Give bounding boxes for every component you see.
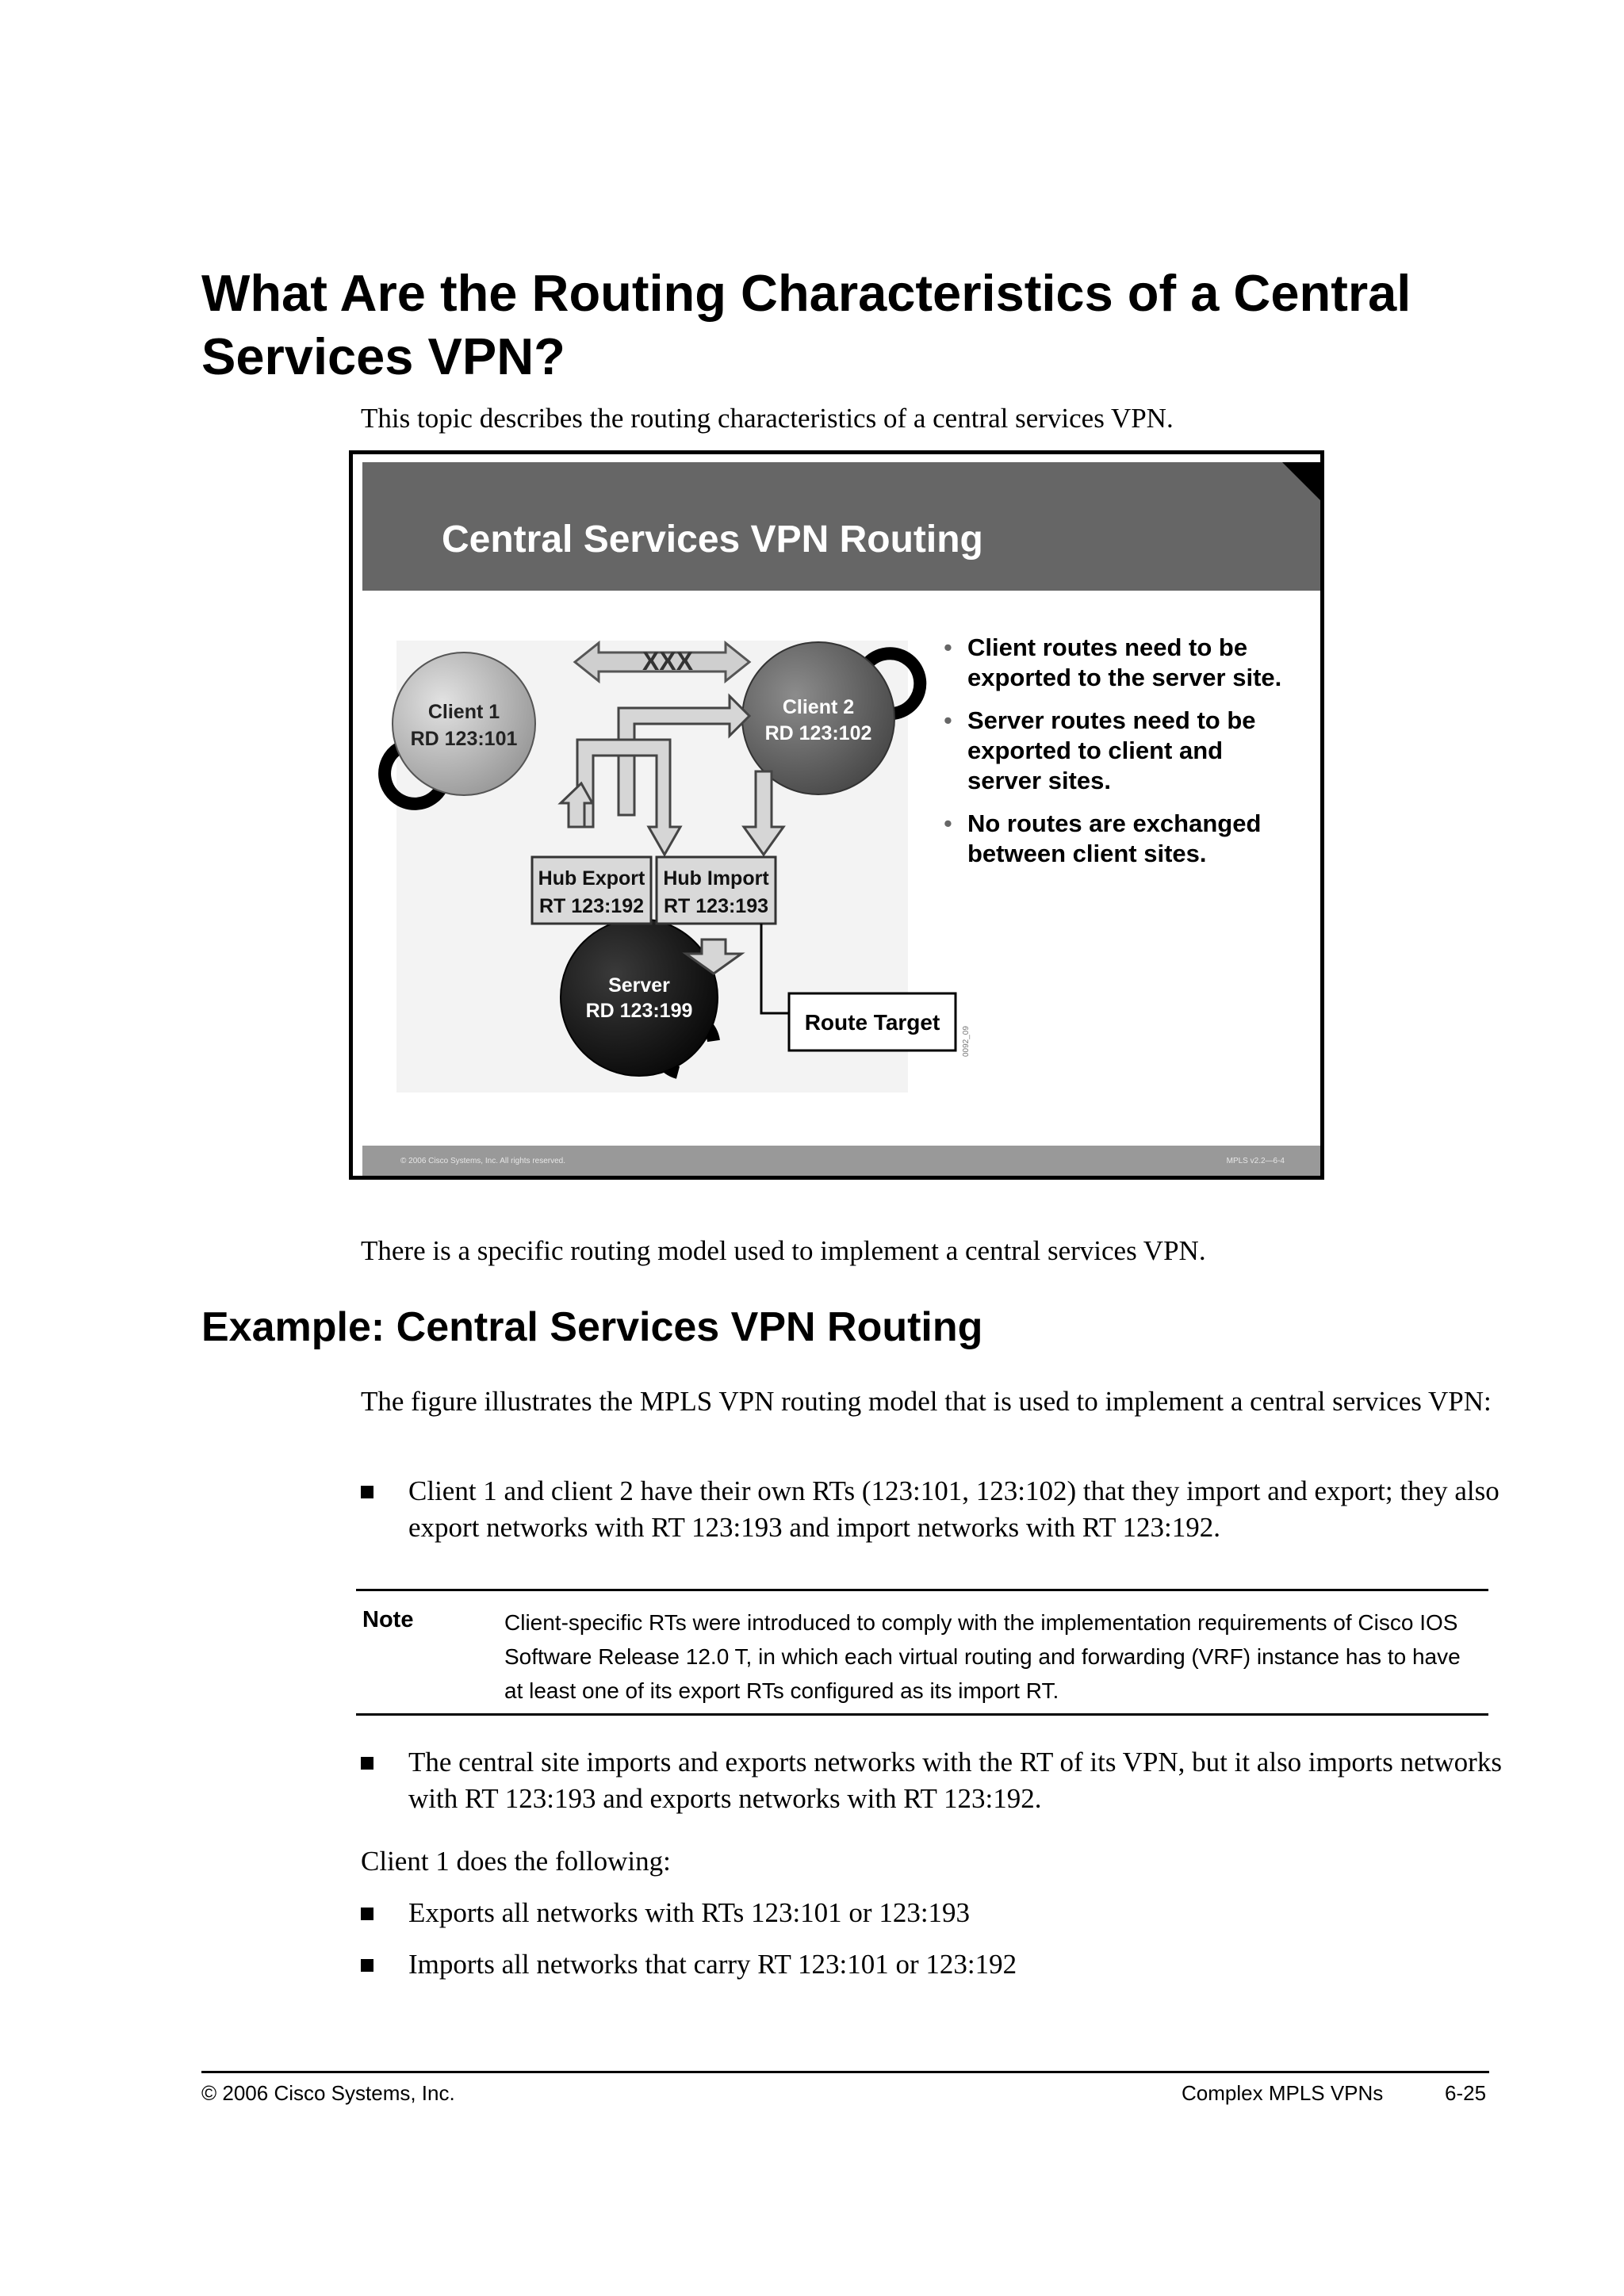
server-name: Server: [608, 974, 670, 997]
list-item: [361, 1744, 1511, 1817]
slide-bullet-list: [944, 633, 1293, 882]
hub-import-name: Hub Import: [663, 867, 769, 890]
footer-copyright: © 2006 Cisco Systems, Inc.: [201, 2081, 455, 2105]
figure-code: 0092_09: [962, 1026, 971, 1057]
slide-figure: [349, 450, 1324, 1180]
list-item: [361, 1473, 1511, 1546]
page-title-line-1: What Are the Routing Characteristics of a Central: [201, 264, 1411, 322]
client1-rd: RD 123:101: [410, 728, 518, 750]
list-item: [361, 1946, 1511, 1983]
client1-name: Client 1: [427, 701, 500, 723]
list-item-text: Imports all networks that carry RT 123:101 or 123:192: [408, 1949, 1017, 1980]
list-item-text: Exports all networks with RTs 123:101 or 123:193: [408, 1897, 971, 1928]
hub-export-rt: RT 123:192: [538, 895, 645, 917]
list-item-text: The central site imports and exports networks with the RT of its VPN, but it also imports networks with RT 123:193 and exports networks with RT 123:192.: [408, 1747, 1502, 1814]
square-bullet-icon: [361, 1959, 373, 1972]
intro-paragraph: This topic describes the routing characteristics of a central services VPN.: [361, 403, 1174, 434]
hub-import-rt: RT 123:193: [663, 895, 769, 917]
section-heading: Example: Central Services VPN Routing: [201, 1304, 983, 1350]
list-item: [361, 1895, 1511, 1931]
server-rd: RD 123:199: [585, 1000, 693, 1022]
blocked-label: XXX: [642, 647, 694, 675]
note-box: [356, 1589, 1488, 1716]
figure-paragraph: The figure illustrates the MPLS VPN routing model that is used to implement a central services VPN:: [361, 1386, 1492, 1417]
note-label: Note: [362, 1607, 414, 1632]
slide-version: MPLS v2.2—6-4: [1226, 1157, 1285, 1165]
slide-footer: [362, 1146, 1320, 1176]
slide-copyright: © 2006 Cisco Systems, Inc. All rights reserved.: [400, 1157, 566, 1165]
square-bullet-icon: [361, 1757, 373, 1770]
route-target-label: Route Target: [804, 1010, 940, 1035]
footer-chapter-title: Complex MPLS VPNs: [1182, 2081, 1384, 2105]
note-text: Client-specific RTs were introduced to comply with the implementation requirements of Cisco IOS Software Release 12.0 T, in which each virtual routing and forwarding (VRF) instance has to have at least one of its export RTs configured as its import RT.: [504, 1610, 1461, 1703]
page-title: [201, 262, 1502, 388]
slide-bullet: • Server routes need to be exported to client and server sites.: [944, 706, 1293, 796]
slide-title: Central Services VPN Routing: [442, 519, 983, 561]
client1-paragraph: Client 1 does the following:: [361, 1846, 671, 1877]
client1-node: [393, 652, 535, 795]
client2-name: Client 2: [782, 696, 855, 718]
footer-divider: [201, 2071, 1489, 2073]
slide-bullet: • Client routes need to be exported to the server site.: [944, 633, 1293, 693]
hub-export-name: Hub Export: [538, 867, 645, 890]
client2-rd: RD 123:102: [764, 722, 872, 744]
model-paragraph: There is a specific routing model used to implement a central services VPN.: [361, 1235, 1206, 1266]
list-item-text: Client 1 and client 2 have their own RTs (123:101, 123:102) that they import and export; they also export networks with RT 123:193 and import networks with RT 123:192.: [408, 1475, 1500, 1543]
square-bullet-icon: [361, 1486, 373, 1498]
square-bullet-icon: [361, 1908, 373, 1920]
footer-page-number: 6-25: [1445, 2081, 1487, 2105]
server-node: [561, 919, 718, 1076]
slide-bullet: • No routes are exchanged between client sites.: [944, 809, 1293, 869]
page-title-line-2: Services VPN?: [201, 327, 565, 385]
